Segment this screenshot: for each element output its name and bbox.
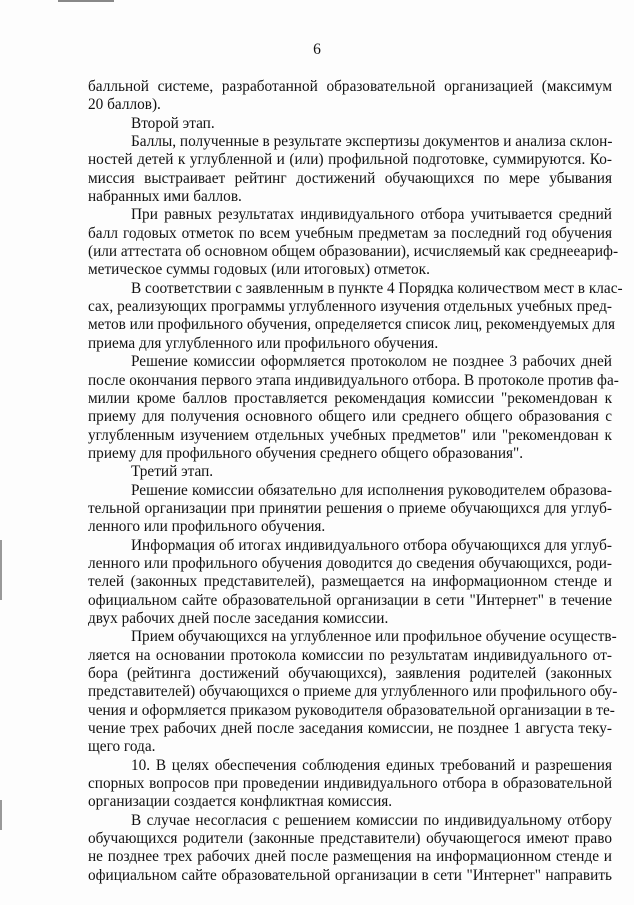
text-line: милии кроме баллов проставляется рекомендация комиссии "рекомендован к — [88, 389, 612, 407]
text-line: официальном сайте образовательной организации в сети "Интернет" направить — [88, 866, 612, 884]
text-line: При равных результатах индивидуального отбора учитывается средний — [131, 206, 612, 224]
text-line: приему для профильного обучения среднего общего образования". — [88, 444, 524, 462]
text-line: двух рабочих дней после заседания комиссии. — [88, 609, 389, 627]
scan-edge-mark — [0, 540, 2, 600]
document-body — [88, 78, 623, 885]
text-line: чение трех рабочих дней после заседания комиссии, не позднее 1 августа теку- — [88, 720, 612, 738]
text-line: обучающихся родители (законные представители) обучающегося имеют право — [88, 830, 612, 848]
text-line: В соответствии с заявленным в пункте 4 Порядка количеством мест в клас- — [131, 279, 623, 297]
text-line: спорных вопросов при проведении индивидуального отбора в образовательной — [88, 775, 612, 793]
text-line: метическое суммы годовых (или итоговых) отметок. — [88, 261, 430, 279]
text-line: Третий этап. — [131, 463, 214, 481]
text-line: ностей детей к углубленной и (или) профильной подготовке, суммируются. Ко- — [88, 151, 612, 169]
text-line: балл годовых отметок по всем учебным предметам за последний год обучения — [88, 224, 612, 242]
text-line: не позднее трех рабочих дней после размещения на информационном стенде и — [88, 848, 612, 866]
text-line: тельной организации при принятии решения о приеме обучающихся для углуб- — [88, 499, 612, 517]
text-line: (или аттестата об основном общем образовании), исчисляемый как среднееариф- — [88, 243, 619, 261]
text-line: Второй этап. — [131, 114, 215, 132]
text-line: балльной системе, разработанной образовательной организацией (максимум — [88, 78, 612, 95]
text-line: миссия выстраивает рейтинг достижений обучающихся по мере убывания — [88, 169, 612, 187]
text-line: Информация об итогах индивидуального отбора обучающихся для углуб- — [131, 536, 612, 554]
text-line: бора (рейтинга достижений обучающихся), заявления родителей (законных — [88, 665, 612, 682]
text-line: приема для углубленного или профильного обучения. — [88, 334, 439, 352]
text-line: телей (законных представителей), размещается на информационном стенде и — [88, 573, 612, 591]
text-line: представителей) обучающихся о приеме для углубленного или профильного обу- — [88, 683, 618, 701]
page-number: 6 — [313, 41, 321, 58]
text-line: набранных ими баллов. — [88, 188, 242, 206]
text-line: Решение комиссии обязательно для исполнения руководителем образова- — [131, 481, 612, 499]
text-line: чения и оформляется приказом руководителя образовательной организации в те- — [88, 701, 615, 719]
text-line: Баллы, полученные в результате экспертизы документов и анализа склон- — [131, 133, 613, 151]
scan-edge-mark — [58, 0, 114, 2]
text-line: метов или профильного обучения, определяется список лиц, рекомендуемых для — [88, 316, 616, 334]
text-line: организации создается конфликтная комиссия. — [88, 793, 393, 811]
text-line: углубленным изучением отдельных учебных предметов" или "рекомендован к — [88, 426, 612, 444]
text-line: В случае несогласия с решением комиссии по индивидуальному отбору — [131, 811, 612, 829]
text-line: Прием обучающихся на углубленное или профильное обучение осуществ- — [131, 628, 617, 646]
text-line: официальном сайте образовательной организации в сети "Интернет" в течение — [88, 591, 612, 609]
text-line: ленного или профильного обучения доводится до сведения обучающихся, роди- — [88, 554, 612, 572]
text-line: ляется на основании протокола комиссии по результатам индивидуального от- — [88, 646, 612, 664]
text-line: 10. В целях обеспечения соблюдения единых требований и разрешения — [131, 756, 612, 774]
text-line: щего года. — [88, 738, 156, 756]
text-line: ленного или профильного обучения. — [88, 518, 326, 536]
text-line: приему для получения основного общего или среднего общего образования с — [88, 408, 612, 426]
text-line: 20 баллов). — [88, 96, 161, 114]
scan-edge-mark — [0, 800, 2, 830]
text-line: сах, реализующих программы углубленного изучения отдельных учебных пред- — [88, 298, 612, 316]
text-line: Решение комиссии оформляется протоколом не позднее 3 рабочих дней — [131, 353, 612, 371]
text-line: после окончания первого этапа индивидуального отбора. В протоколе против фа- — [88, 371, 619, 389]
